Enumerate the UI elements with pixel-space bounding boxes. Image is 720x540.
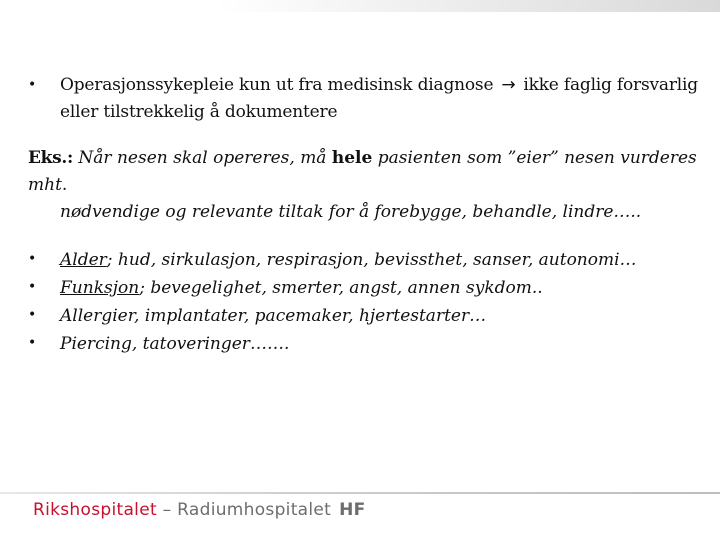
logo-separator: –: [156, 500, 178, 520]
slide-content: [28, 72, 698, 358]
list-item: [28, 246, 698, 274]
example-part2: pasienten som ”eier” nesen vurderes mht.: [28, 148, 697, 195]
list-item-text: [60, 246, 637, 274]
bullet-icon: •: [28, 77, 37, 93]
example-emphasis: hele: [331, 148, 373, 168]
example-paragraph: [28, 145, 698, 226]
list-item-key: Alder: [60, 250, 107, 270]
logo-suffix: HF: [339, 500, 366, 520]
example-part1: Når nesen skal opereres, må: [73, 148, 332, 168]
list-item-key: Funksjon: [60, 278, 140, 298]
considerations-list: [28, 246, 698, 358]
intro-text-before-arrow: Operasjonssykepleie kun ut fra medisinsk diagnose: [60, 75, 494, 95]
intro-text-after-arrow: ikke faglig forsvarlig: [523, 75, 698, 95]
list-item-rest: Piercing, tatoveringer…….: [60, 334, 290, 354]
list-item-text: [60, 330, 289, 358]
list-item: [28, 302, 698, 330]
intro-bullet-row: [28, 72, 698, 126]
example-label: Eks.:: [28, 148, 74, 168]
intro-text: [60, 72, 698, 126]
bullet-icon: •: [28, 279, 37, 295]
list-item-rest: ; bevegelighet, smerter, angst, annen sykdom..: [139, 278, 543, 298]
list-item: [28, 274, 698, 302]
right-arrow-icon: →: [501, 75, 516, 95]
top-decorative-band: [0, 0, 720, 12]
list-item: [28, 330, 698, 358]
list-item-text: [60, 274, 543, 302]
bullet-icon: •: [28, 335, 37, 351]
list-item-rest: Allergier, implantater, pacemaker, hjertestarter…: [60, 306, 487, 326]
logo-part2: Radiumhospitalet: [177, 500, 332, 520]
bullet-icon: •: [28, 307, 37, 323]
intro-bullet: [28, 72, 698, 126]
intro-text-line2: eller tilstrekkelig å dokumentere: [60, 102, 338, 122]
example-line2: nødvendige og relevante tiltak for å forebygge, behandle, lindre…..: [60, 202, 642, 222]
hospital-logo: [33, 500, 366, 520]
list-item-rest: ; hud, sirkulasjon, respirasjon, bevissthet, sanser, autonomi…: [106, 250, 637, 270]
list-item-text: [60, 302, 486, 330]
bullet-icon: •: [28, 251, 37, 267]
logo-part1: Rikshospitalet: [33, 500, 157, 520]
footer-divider: [0, 492, 720, 494]
